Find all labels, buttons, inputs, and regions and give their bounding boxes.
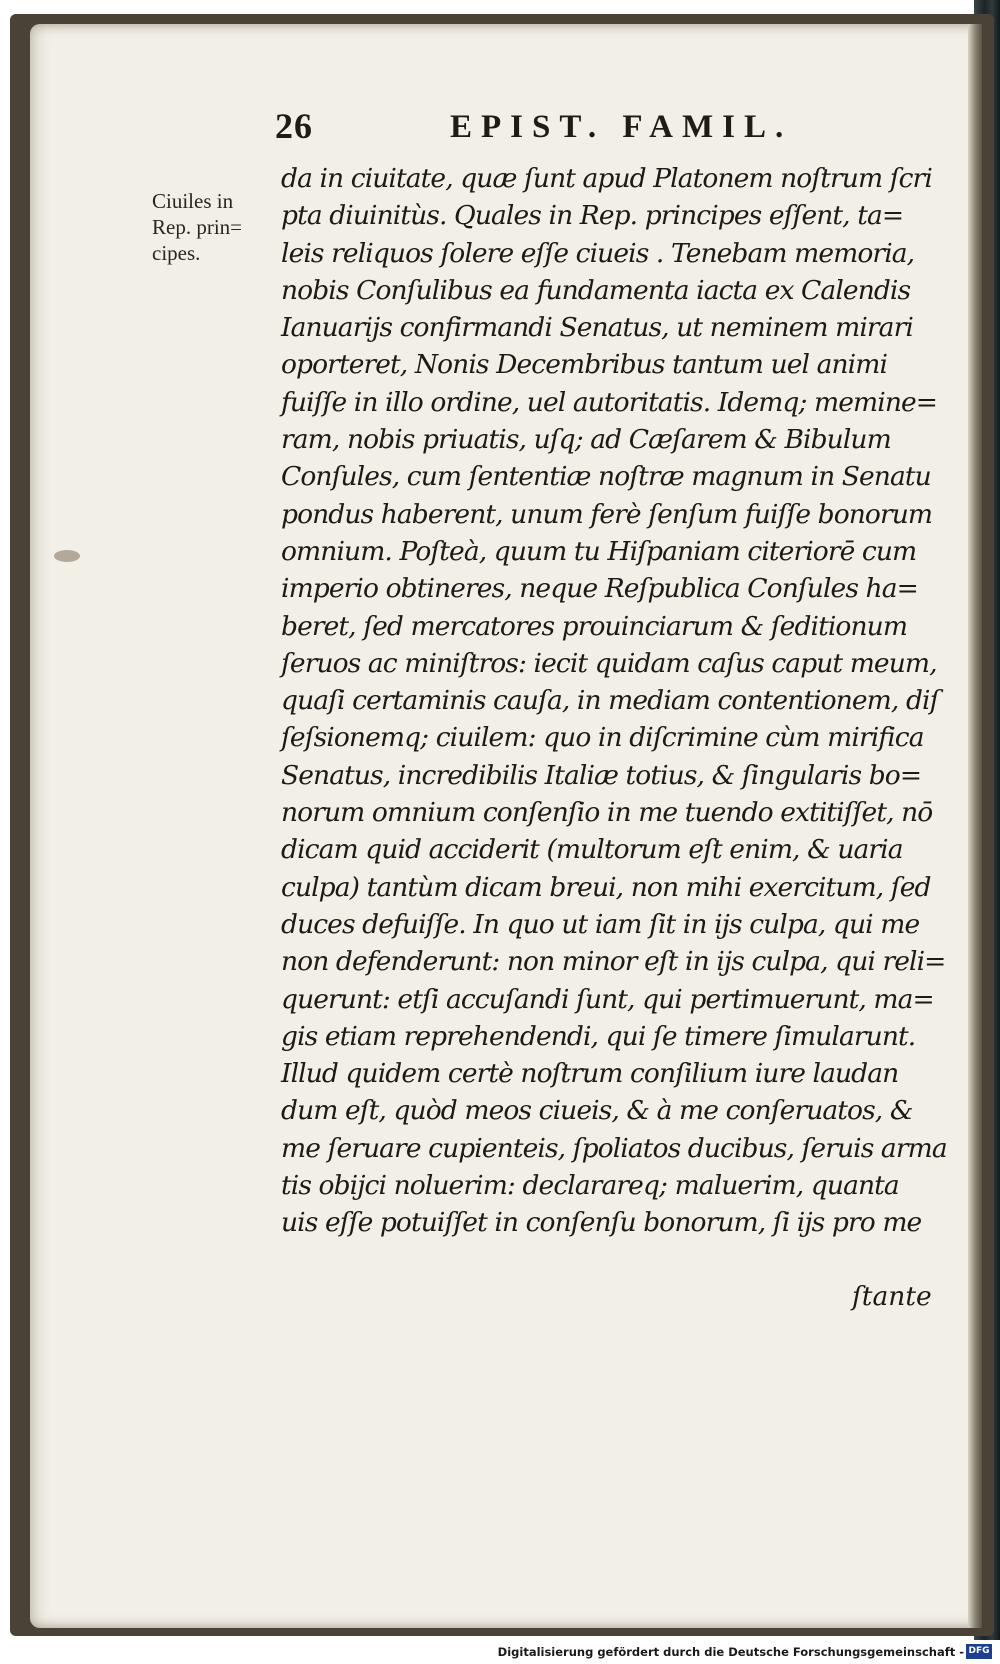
text-line: ſeruos ac miniſtros: iecit quidam caſus caput meum, xyxy=(281,647,937,679)
text-line: querunt: etſi accuſandi ſunt, qui pertimuerunt, ma= xyxy=(281,983,934,1015)
text-line: ram, nobis priuatis, uſq; ad Cæſarem & Bibulum xyxy=(281,424,891,456)
marginal-note xyxy=(152,188,278,266)
text-line: oporteret, Nonis Decembribus tantum uel animi xyxy=(281,349,888,381)
dfg-logo-icon: DFG xyxy=(966,1644,992,1659)
text-line: Senatus, incredibilis Italiæ totius, & ſingularis bo= xyxy=(281,759,922,791)
text-line: nobis Conſulibus ea fundamenta iacta ex Calendis xyxy=(281,274,911,306)
catchword: ſtante xyxy=(852,1281,932,1312)
text-line: da in ciuitate, quæ ſunt apud Platonem noſtrum ſcri xyxy=(281,163,932,194)
text-line: dicam quid acciderit (multorum eſt enim, & uaria xyxy=(281,834,903,866)
text-line: Conſules, cum ſententiæ noſtræ magnum in Senatu xyxy=(281,461,931,493)
text-line: omnium. Poſteà, quum tu Hiſpaniam citeriorē cum xyxy=(281,535,917,567)
text-line: duces defuiſſe. In quo ut iam ſit in ijs culpa, qui me xyxy=(281,908,920,940)
text-line: uis eſſe potuiſſet in conſenſu bonorum, ſi ijs pro me xyxy=(281,1207,922,1239)
text-line: quaſi certaminis cauſa, in mediam contentionem, diſ xyxy=(281,685,939,717)
text-line: gis etiam reprehendendi, qui ſe timere ſimularunt. xyxy=(281,1020,916,1052)
page-number: 26 xyxy=(275,106,313,146)
running-head: EPIST. FAMIL. xyxy=(450,109,793,145)
text-line: imperio obtineres, neque Reſpublica Conſules ha= xyxy=(281,573,918,605)
marginal-note-line: cipes. xyxy=(152,241,201,265)
text-line: norum omnium conſenſio in me tuendo extitiſſet, nō xyxy=(281,797,933,829)
funding-credit: Digitalisierung gefördert durch die Deutsche Forschungsgemeinschaft - xyxy=(497,1645,964,1659)
text-line: non defenderunt: non minor eſt in ijs culpa, qui reli= xyxy=(281,946,946,978)
text-line: leis reliquos ſolere eſſe ciueis . Tenebam memoria, xyxy=(281,237,915,269)
text-line: pta diuinitùs. Quales in Rep. principes eſſent, ta= xyxy=(281,200,904,232)
text-line: ſeſsionemq; ciuilem: quo in diſcrimine cùm mirifica xyxy=(281,722,924,754)
text-line: Illud quidem certè noſtrum conſilium iure laudan xyxy=(281,1058,899,1090)
text-line: pondus haberent, unum ferè ſenſum fuiſſe bonorum xyxy=(281,498,933,530)
text-line: Ianuarijs confirmandi Senatus, ut neminem mirari xyxy=(281,312,913,344)
marginal-note-line: Rep. prin= xyxy=(152,215,242,239)
text-line: dum eſt, quòd meos ciueis, & à me conſeruatos, & xyxy=(281,1095,913,1127)
text-line: beret, ſed mercatores prouinciarum & ſeditionum xyxy=(281,610,908,642)
text-line: fuiſſe in illo ordine, uel autoritatis. Idemq; memine= xyxy=(281,386,938,418)
ink-smudge xyxy=(54,550,80,562)
text-line: tis obijci noluerim: declarareq; maluerim, quanta xyxy=(281,1170,899,1202)
marginal-note-line: Ciuiles in xyxy=(152,189,234,213)
text-line: me ſeruare cupienteis, ſpoliatos ducibus, ſeruis arma xyxy=(281,1132,947,1164)
body-text xyxy=(281,160,947,1242)
page-fold xyxy=(968,24,982,1628)
text-line: culpa) tantùm dicam breui, non mihi exercitum, ſed xyxy=(281,871,931,903)
page-header xyxy=(275,105,915,149)
